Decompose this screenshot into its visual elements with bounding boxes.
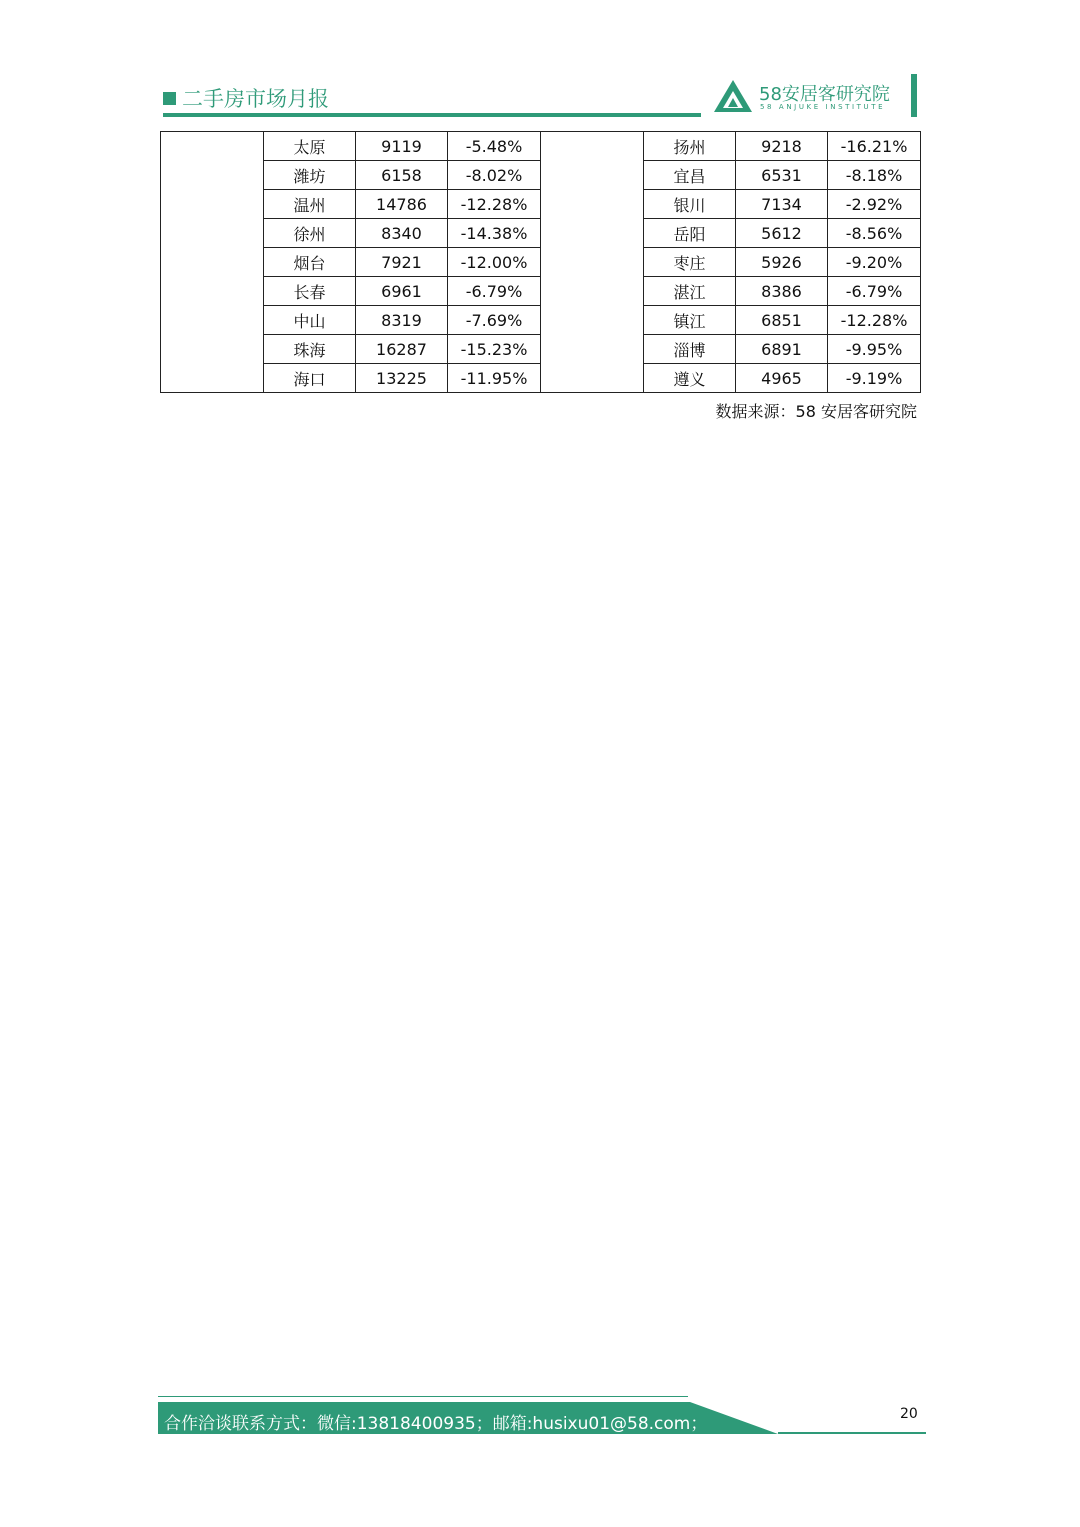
right-change-cell: -12.28% [828,306,921,335]
right-price-cell: 9218 [736,132,828,161]
left-price-cell: 8319 [356,306,448,335]
header-rule [163,113,701,117]
left-price-cell: 6158 [356,161,448,190]
right-change-cell: -6.79% [828,277,921,306]
contact-info: 合作洽谈联系方式：微信:13818400935；邮箱:husixu01@58.com； [164,1414,708,1434]
right-city-cell: 枣庄 [644,248,736,277]
page-number: 20 [900,1406,918,1422]
right-city-cell: 扬州 [644,132,736,161]
logo-chinese-name: 58安居客研究院 [759,84,890,105]
left-city-cell: 潍坊 [264,161,356,190]
left-change-cell: -12.00% [448,248,541,277]
left-city-cell: 温州 [264,190,356,219]
left-city-cell: 珠海 [264,335,356,364]
left-change-cell: -12.28% [448,190,541,219]
left-change-cell: -5.48% [448,132,541,161]
right-city-cell: 遵义 [644,364,736,393]
institute-logo [713,78,903,118]
blank-region-cell [541,132,644,393]
left-change-cell: -15.23% [448,335,541,364]
left-city-cell: 徐州 [264,219,356,248]
logo-english-name: 58 ANJUKE INSTITUTE [760,103,886,111]
price-table [160,131,921,393]
left-price-cell: 6961 [356,277,448,306]
data-source: 数据来源：58 安居客研究院 [715,402,917,421]
left-change-cell: -6.79% [448,277,541,306]
right-change-cell: -9.19% [828,364,921,393]
right-city-cell: 岳阳 [644,219,736,248]
right-change-cell: -16.21% [828,132,921,161]
right-price-cell: 5612 [736,219,828,248]
left-city-cell: 长春 [264,277,356,306]
title-square-icon [163,92,176,105]
right-price-cell: 5926 [736,248,828,277]
left-price-cell: 14786 [356,190,448,219]
left-city-cell: 中山 [264,306,356,335]
left-city-cell: 太原 [264,132,356,161]
blank-region-cell [161,132,264,393]
right-change-cell: -9.20% [828,248,921,277]
left-change-cell: -8.02% [448,161,541,190]
right-price-cell: 6531 [736,161,828,190]
left-change-cell: -7.69% [448,306,541,335]
left-price-cell: 8340 [356,219,448,248]
right-price-cell: 8386 [736,277,828,306]
right-change-cell: -9.95% [828,335,921,364]
left-price-cell: 7921 [356,248,448,277]
right-city-cell: 淄博 [644,335,736,364]
right-price-cell: 4965 [736,364,828,393]
right-city-cell: 宜昌 [644,161,736,190]
report-title-text: 二手房市场月报 [182,87,329,111]
footer-banner [158,1396,928,1436]
left-price-cell: 13225 [356,364,448,393]
right-city-cell: 镇江 [644,306,736,335]
right-price-cell: 6851 [736,306,828,335]
left-price-cell: 16287 [356,335,448,364]
left-city-cell: 海口 [264,364,356,393]
left-city-cell: 烟台 [264,248,356,277]
right-price-cell: 6891 [736,335,828,364]
right-city-cell: 银川 [644,190,736,219]
left-change-cell: -14.38% [448,219,541,248]
report-title [163,84,329,112]
left-change-cell: -11.95% [448,364,541,393]
right-change-cell: -8.18% [828,161,921,190]
right-price-cell: 7134 [736,190,828,219]
right-change-cell: -8.56% [828,219,921,248]
left-price-cell: 9119 [356,132,448,161]
right-change-cell: -2.92% [828,190,921,219]
triangle-logo-icon [713,78,753,114]
table-row [161,132,921,161]
header-accent-bar [911,74,917,117]
right-city-cell: 湛江 [644,277,736,306]
